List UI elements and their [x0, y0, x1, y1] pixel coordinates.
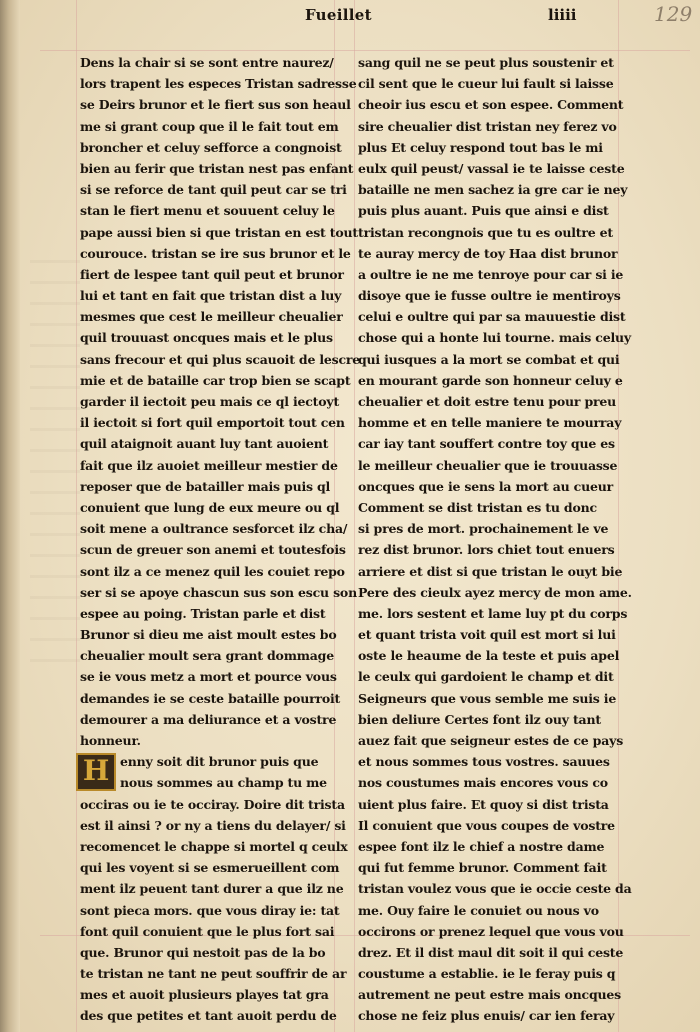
text-line [358, 73, 614, 94]
text-line-content: fait que ilz auoiet meilleur mestier de [80, 457, 338, 473]
text-line-content: uient plus faire. Et quoy si dist trista [358, 796, 609, 812]
text-line-content: en mourant garde son honneur celuy e [358, 372, 623, 388]
text-line [358, 349, 620, 370]
text-line-content: honneur. [80, 733, 141, 748]
text-line-content: tristan recongnois que tu es oultre et [358, 224, 613, 240]
text-line [80, 306, 343, 327]
text-line-content: te auray mercy de toy Haa dist brunor [358, 245, 618, 261]
text-line-content: cheualier moult sera grant dommage [80, 648, 334, 664]
text-line [80, 645, 332, 666]
text-line [358, 772, 614, 793]
text-line [358, 179, 628, 200]
right-margin-ruling [618, 0, 619, 1032]
text-line-content: ment ilz peuent tant durer a que ilz ne [80, 881, 344, 897]
text-line [80, 264, 344, 285]
text-line-content: si se reforce de tant quil peut car se tri [80, 182, 347, 198]
text-line [358, 94, 624, 115]
text-line [358, 285, 621, 306]
text-line-content: Seigneurs que vous semble me suis ie [358, 690, 617, 706]
text-line-content: qui iusques a la mort se combat et qui [358, 351, 620, 367]
text-line [80, 772, 332, 793]
text-line-content: nous sommes au champ tu me [120, 775, 327, 791]
text-line-content: que. Brunor qui nestoit pas de la bo [80, 944, 326, 960]
text-line-content: chose qui a honte lui tourne. mais celuy [358, 330, 631, 346]
folio-number: liiii [548, 6, 577, 24]
text-line [80, 582, 357, 603]
text-line-content: ser si se apoye chascun sus son escu son [80, 584, 357, 600]
text-line-content: disoye que ie fusse oultre ie mentiroys [358, 288, 621, 304]
text-line [358, 730, 624, 751]
text-line [80, 857, 340, 878]
text-line-content: Comment se dist tristan es tu donc [358, 499, 597, 515]
text-line-content: eulx quil peust/ vassal ie te laisse ceste [358, 160, 625, 176]
text-line-content: plus Et celuy respond tout bas le mi [358, 139, 603, 155]
text-line-content: me. Ouy faire le conuiet ou nous vo [358, 902, 599, 918]
text-line [358, 751, 614, 772]
text-line [358, 666, 614, 687]
text-line-content: quil trouuast oncques mais et le plus [80, 330, 333, 346]
text-line-content: se Deirs brunor et le fiert sus son heaul [80, 97, 351, 113]
text-line [358, 942, 624, 963]
text-line-content: sire cheualier dist tristan ney ferez vo [358, 118, 617, 134]
text-line [80, 433, 332, 454]
text-line-content: scun de greuer son anemi et toutesfois [80, 542, 346, 558]
text-line [80, 391, 340, 412]
text-line [358, 518, 614, 539]
text-line-content: lui et tant en fait que tristan dist a luy [80, 288, 342, 304]
text-line [358, 1005, 614, 1026]
text-line [80, 327, 332, 348]
text-line-content: bataille ne men sachez ia gre car ie ney [358, 182, 628, 198]
text-line [358, 921, 624, 942]
text-line-content: quil ataignoit auant luy tant auoient [80, 436, 329, 452]
text-line [358, 264, 624, 285]
text-line [358, 306, 626, 327]
text-line [80, 52, 332, 73]
text-line [80, 878, 344, 899]
text-line-content: fiert de lespee tant quil peut et brunor [80, 266, 344, 282]
text-line [80, 730, 332, 751]
text-line-content: espee au poing. Tristan parle et dist [80, 605, 326, 621]
text-line [80, 179, 347, 200]
text-line [358, 52, 614, 73]
text-line [358, 624, 614, 645]
running-title: Fueillet [305, 6, 372, 24]
text-line [80, 561, 345, 582]
text-line [358, 200, 614, 221]
text-line [80, 200, 335, 221]
text-line-content: mesmes que cest le meilleur cheualier [80, 309, 343, 325]
text-line-content: sont ilz a ce menez quil les couiet repo [80, 563, 345, 579]
text-line [358, 688, 617, 709]
text-line [80, 963, 347, 984]
text-line [80, 370, 351, 391]
text-line [80, 116, 339, 137]
text-line-content: et quant trista voit quil est mort si lui [358, 627, 616, 643]
text-line [80, 942, 332, 963]
text-line [358, 391, 617, 412]
text-line-content: cil sent que le cueur lui fault si laisse [358, 76, 614, 92]
text-line [80, 158, 354, 179]
text-line-content: auez fait que seigneur estes de ce pays [358, 733, 624, 748]
text-line-content: Brunor si dieu me aist moult estes bo [80, 627, 337, 643]
text-line [80, 624, 337, 645]
text-line-content: enny soit dit brunor puis que [120, 754, 319, 770]
text-line-content: autrement ne peut estre mais oncques [358, 987, 621, 1003]
text-line-content: tristan voulez vous que ie occie ceste da [358, 881, 632, 897]
text-line [80, 1005, 337, 1026]
text-line-content: pape aussi bien si que tristan en est tout [80, 224, 358, 240]
show-through-text [30, 260, 80, 680]
text-line [358, 582, 632, 603]
left-text-column [80, 52, 361, 1027]
text-line [80, 900, 340, 921]
text-line [358, 370, 623, 391]
text-line [358, 433, 614, 454]
text-line-content: il iectoit si fort quil emportoit tout cen [80, 415, 345, 431]
text-line [80, 137, 342, 158]
illuminated-initial: H [76, 753, 116, 791]
text-line-content: Il conuient que vous coupes de vostre [358, 817, 615, 833]
text-line-content: sans frecour et qui plus scauoit de lescre [80, 351, 361, 367]
text-line [358, 476, 614, 497]
text-line-content: recomencet le chappe si mortel q ceulx [80, 838, 348, 854]
text-line [358, 116, 617, 137]
text-line-content: qui fut femme brunor. Comment fait [358, 860, 607, 876]
text-line-content: reposer que de batailler mais puis ql [80, 478, 331, 494]
text-line-content: Pere des cieulx ayez mercy de mon ame. [358, 584, 632, 600]
text-line-content: le ceulx qui gardoient le champ et dit [358, 669, 614, 685]
text-line-content: arriere et dist si que tristan le ouyt bie [358, 563, 623, 579]
text-line-content: est il ainsi ? or ny a tiens du delayer/ si [80, 817, 346, 833]
text-line [80, 539, 346, 560]
text-line [358, 857, 614, 878]
text-line-content: mie et de bataille car trop bien se scapt [80, 372, 351, 388]
text-line-content: occirons or prenez lequel que vous vou [358, 923, 624, 939]
text-line-content: oncques que ie sens la mort au cueur [358, 478, 614, 494]
text-line [80, 476, 332, 497]
text-line-content: chose ne feiz plus enuis/ car ien feray [358, 1008, 615, 1024]
text-line [80, 603, 332, 624]
text-line [80, 455, 338, 476]
text-line-content: a oultre ie ne me tenroye pour car si ie [358, 266, 624, 282]
text-line [358, 603, 628, 624]
text-line-content: coustume a establie. ie le feray puis q [358, 966, 616, 982]
text-line [358, 539, 614, 560]
text-line [80, 412, 345, 433]
text-line [80, 285, 342, 306]
text-line [80, 815, 346, 836]
text-line-content: espee font ilz le chief a nostre dame [358, 838, 605, 854]
text-line-content: conuient que lung de eux meure ou ql [80, 499, 340, 515]
text-line-content: rez dist brunor. lors chiet tout enuers [358, 542, 615, 558]
text-line-content: Dens la chair si se sont entre naurez/ [80, 55, 334, 70]
text-line [358, 815, 614, 836]
text-line [358, 709, 614, 730]
text-line [80, 666, 337, 687]
text-line-content: puis plus auant. Puis que ainsi e dist [358, 203, 609, 219]
text-line-content: courouce. tristan se ire sus brunor et le [80, 245, 351, 261]
text-line [358, 497, 614, 518]
text-line [80, 984, 332, 1005]
left-margin-ruling [76, 0, 77, 1032]
text-line [358, 984, 621, 1005]
text-line [80, 94, 351, 115]
text-line-content: nos coustumes mais encores vous co [358, 775, 608, 791]
text-line-content: bien deliure Certes font ilz ouy tant [358, 711, 601, 727]
text-line-content: lors trapent les especes Tristan sadresse [80, 76, 357, 92]
text-line [358, 327, 631, 348]
text-line [80, 688, 341, 709]
top-ruling [40, 50, 690, 51]
text-line [80, 518, 348, 539]
text-line-content: drez. Et il dist maul dit soit il qui ceste [358, 944, 624, 960]
text-line-content: qui les voyent si se esmerueillent com [80, 860, 340, 876]
text-line [80, 794, 345, 815]
text-line [358, 158, 625, 179]
text-line [358, 645, 620, 666]
text-line-content: broncher et celuy sefforce a congnoist [80, 139, 342, 155]
text-line [80, 709, 337, 730]
text-line [358, 222, 614, 243]
text-line-content: stan le fiert menu et souuent celuy le [80, 203, 335, 219]
text-line-content: me si grant coup que il le fait tout em [80, 118, 339, 134]
text-line-content: se ie vous metz a mort et pource vous [80, 669, 337, 685]
text-line-content: garder il iectoit peu mais ce ql iectoyt [80, 394, 340, 409]
text-line [358, 963, 614, 984]
text-line [80, 73, 357, 94]
text-line [80, 497, 340, 518]
text-line-content: sont pieca mors. que vous diray ie: tat [80, 902, 340, 918]
text-line-content: soit mene a oultrance sesforcet ilz cha/ [80, 521, 348, 537]
text-line-content: te tristan ne tant ne peut souffrir de ar [80, 966, 347, 982]
text-line [358, 561, 623, 582]
text-line-content: si pres de mort. prochainement le ve [358, 521, 609, 537]
text-line-content: occiras ou ie te occiray. Doire dit trista [80, 796, 345, 812]
text-line-content: demandes ie se ceste bataille pourroit [80, 690, 341, 706]
text-line-content: font quil conuient que le plus fort sai [80, 923, 335, 939]
text-line-content: et nous sommes tous vostres. sauues [358, 754, 610, 770]
text-line [358, 412, 622, 433]
right-column-ruling [354, 0, 355, 1032]
text-line [80, 921, 335, 942]
text-line-content: me. lors sestent et lame luy pt du corps [358, 605, 628, 621]
text-line [358, 243, 618, 264]
right-text-column [358, 52, 632, 1027]
text-line-content: oste le heaume de la teste et puis apel [358, 648, 620, 664]
text-line [358, 137, 614, 158]
text-line-content: des que petites et tant auoit perdu de [80, 1008, 337, 1024]
text-line-content: le meilleur cheualier que ie trouuasse [358, 457, 618, 473]
text-line [358, 900, 614, 921]
text-line [358, 455, 618, 476]
text-line-content: bien au ferir que tristan nest pas enfant [80, 160, 354, 176]
text-line [80, 243, 351, 264]
text-line [358, 836, 614, 857]
text-line-content: mes et auoit plusieurs playes tat gra [80, 987, 329, 1003]
text-line [358, 878, 632, 899]
text-line [80, 222, 358, 243]
text-line-content: sang quil ne se peut plus soustenir et [358, 55, 614, 70]
text-line-content: celui e oultre qui par sa mauuestie dist [358, 309, 626, 325]
text-line [358, 794, 614, 815]
text-line-content: car iay tant souffert contre toy que es [358, 436, 615, 452]
text-line [80, 349, 361, 370]
text-line [80, 836, 348, 857]
text-line-content: cheoir ius escu et son espee. Comment [358, 97, 624, 113]
text-line-content: cheualier et doit estre tenu pour preu [358, 394, 617, 409]
text-line-content: homme et en telle maniere te mourray [358, 415, 622, 431]
text-line-content: demourer a ma deliurance et a vostre [80, 711, 337, 727]
binding-gutter [0, 0, 20, 1032]
handwritten-annotation: 129 [654, 2, 693, 26]
